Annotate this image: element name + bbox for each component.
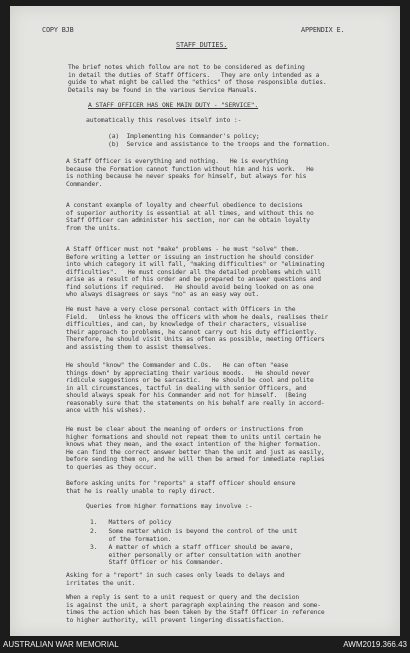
paragraph-contact: He must have a very close personal contact with Officers in the Field. Unless he knows the officers with whom he deals, realises their difficulties, and can, by knowledge of their characters, visualise their approach to problems, he cannot carry out his duty efficiently. Therefore, he should visit Units as often as possible, meeting Officers and assisting them to assist themselves. (66, 306, 329, 351)
copy-reference: COPY BJB (42, 26, 74, 34)
main-duty-heading: A STAFF OFFICER HAS ONE MAIN DUTY - "SERVICE". (88, 101, 259, 109)
intro-paragraph: The brief notes which follow are not to be considered as defining in detail the duties of Staff Officers. They are only intended as a guide to what might be called the "ethics" of those responsible duties. Details may be found in the various Service Manuals. (68, 64, 327, 94)
list-item-b: (b) Service and assistance to the troops and the formation. (108, 140, 330, 148)
query-item-2: 2. Some matter which is beyond the control of the unit of the formation. (90, 527, 298, 543)
appendix-label: APPENDIX E. (301, 26, 345, 34)
document-title: STAFF DUTIES. (176, 41, 228, 49)
query-item-1: 1. Matters of policy (90, 518, 172, 526)
paragraph-reports: Before asking units for "reports" a staff officer should ensure that he is really unable to reply direct. (66, 480, 296, 495)
footer-institution: AUSTRALIAN WAR MEMORIAL (3, 640, 119, 649)
paragraph-know: He should "know" the Commander and C.Os. He can often "ease things down" by appreciating their various moods. He should never ridicule suggestions or be sarcastic. He should be cool and polite in all circumstances, tactful in dealing with senior Officers, and should always speak for his Commander and not for himself. (Being reasonably sure that the statements on his behalf are really in accord- ance with his wishes). (66, 362, 325, 414)
queries-line: Queries from higher formations may involve :- (86, 502, 253, 510)
list-item-a: (a) Implementing his Commander's policy; (108, 132, 260, 140)
paragraph-everything: A Staff Officer is everything and nothing. He is everything because the Formation cannot function without him and his work. He is nothing because he never speaks for himself, but always for his Commander. (66, 158, 314, 188)
paragraph-asking: Asking for a "report" in such cases only leads to delays and irritates the unit. (66, 572, 285, 587)
paragraph-clear: He must be clear about the meaning of orders or instructions from higher formations and should not repeat them to units until certain he knows what they mean, and the exact intention of the higher formation. He can find the correct answer better than the unit and just as easily, before sending them on, and he will then be armed for immediate replies to queries as they occur. (66, 426, 325, 471)
archive-footer (0, 638, 410, 653)
paragraph-problems: A Staff Officer must not "make" problems - he must "solve" them. Before writing a letter or issuing an instruction he should consider into which category it will fall, "making difficulties" or "eliminating difficulties". He must consider all the detailed problems which will arise as a result of his order and be prepared to answer questions and find solutions if required. He should avoid being looked on as one who always disagrees or says "no" as an easy way out. (66, 246, 325, 298)
document-page (10, 6, 400, 636)
resolves-line: automatically this resolves itself into :- (86, 116, 242, 124)
query-item-3: 3. A matter of which a staff officer should be aware, either personally or after consultation with another Staff Officer or his Commander. (90, 543, 301, 566)
paragraph-reply: When a reply is sent to a unit request or query and the decision is against the unit, a short paragraph explaining the reason and some- times the action which has been taken by the Staff Officer in reference to higher authority, will prevent lingering dissatisfaction. (66, 594, 325, 624)
paragraph-loyalty: A constant example of loyalty and cheerful obedience to decisions of superior authority is essential at all times, and without this no Staff Officer can administer his section, nor can he obtain loyalty from the units. (66, 202, 314, 232)
footer-accession: AWM2019.366.43 (343, 640, 407, 649)
